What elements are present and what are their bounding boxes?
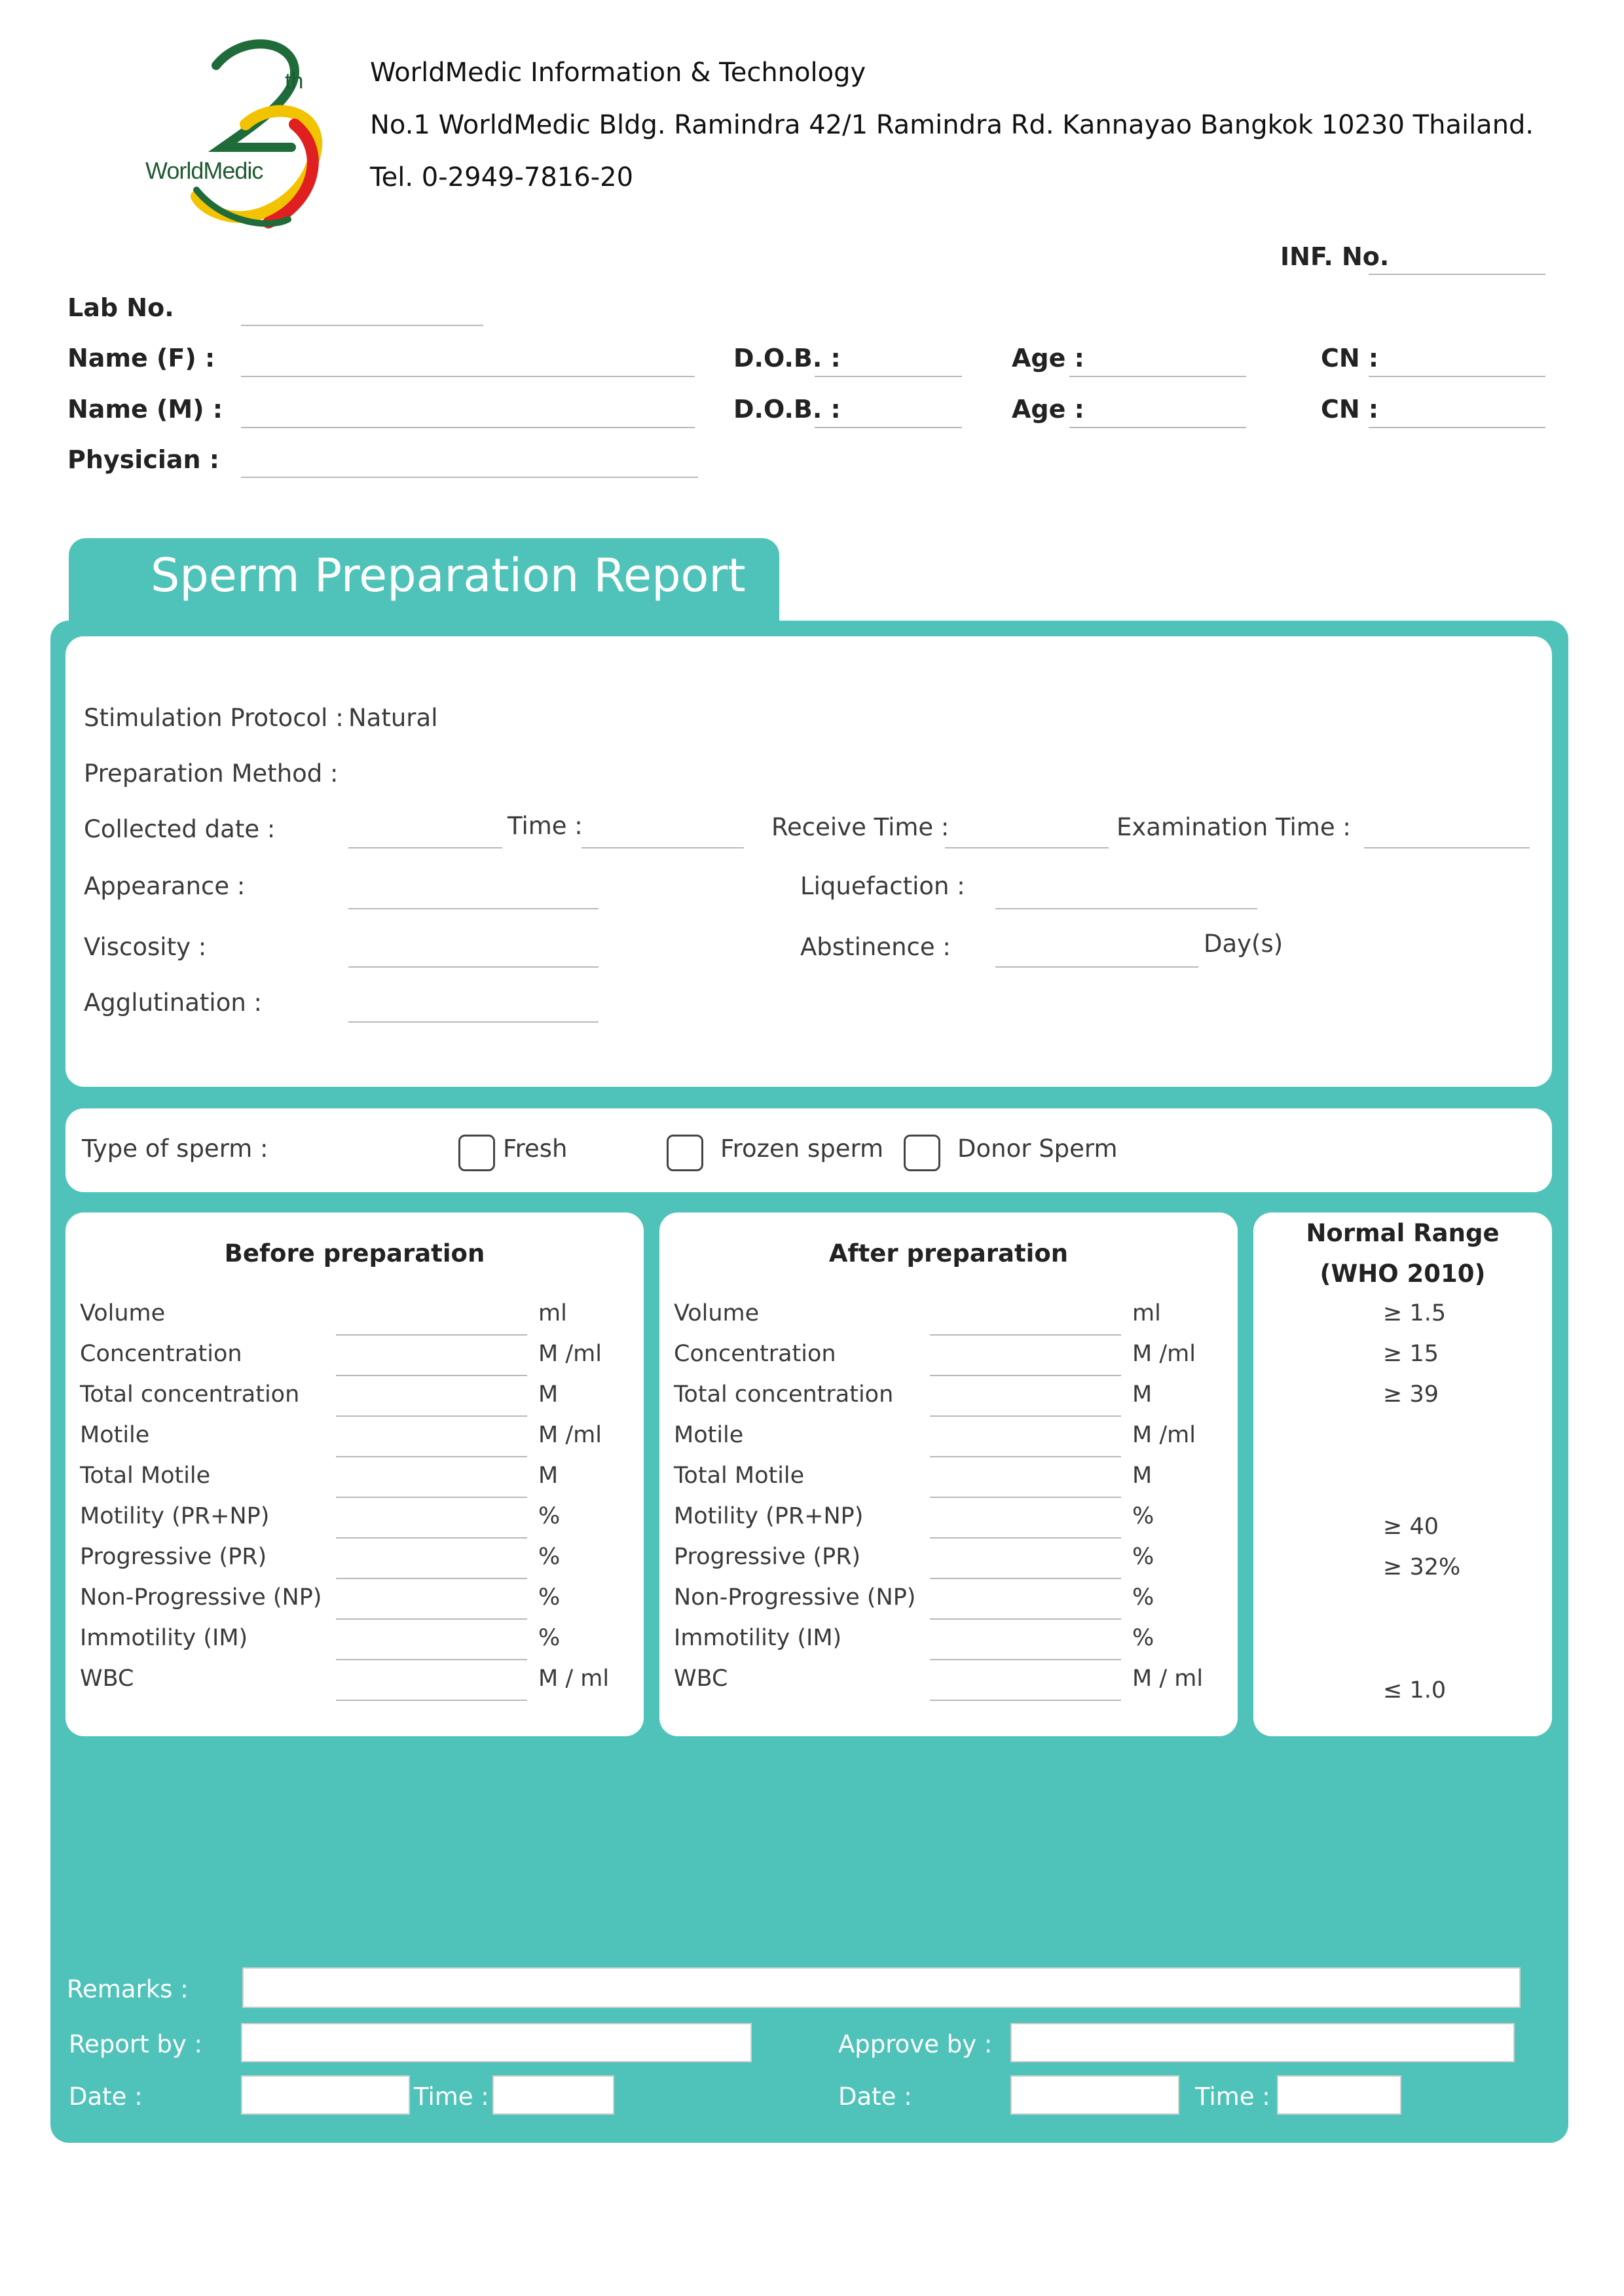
report-date-field[interactable]	[241, 2075, 410, 2115]
company-address: No.1 WorldMedic Bldg. Ramindra 42/1 Ramindra Rd. Kannayao Bangkok 10230 Thailand.	[370, 110, 1534, 140]
receive-time-label: Receive Time :	[771, 813, 950, 841]
approve-time-label: Time :	[1195, 2083, 1270, 2111]
dob-m-label: D.O.B. :	[733, 395, 841, 424]
before-param-field[interactable]	[336, 1375, 527, 1376]
before-param-label: Motile	[80, 1422, 150, 1448]
after-param-label: Non-Progressive (NP)	[674, 1584, 916, 1611]
sperm-type-label: Type of sperm :	[82, 1135, 268, 1163]
before-param-unit: ml	[538, 1300, 567, 1326]
fresh-checkbox[interactable]	[458, 1135, 495, 1171]
before-param-label: Total concentration	[80, 1381, 300, 1408]
before-param-unit: %	[538, 1584, 561, 1611]
after-param-label: Motile	[674, 1422, 744, 1448]
company-tel: Tel. 0-2949-7816-20	[370, 162, 634, 192]
remarks-field[interactable]	[242, 1967, 1521, 2008]
anniversary-logo-icon	[138, 26, 327, 236]
viscosity-field[interactable]	[348, 966, 599, 968]
after-param-field[interactable]	[930, 1375, 1121, 1376]
after-param-label: Volume	[674, 1300, 760, 1326]
after-param-unit: %	[1132, 1544, 1154, 1570]
after-param-label: Motility (PR+NP)	[674, 1503, 864, 1529]
before-param-unit: %	[538, 1625, 561, 1651]
examination-time-label: Examination Time :	[1116, 813, 1351, 841]
liquefaction-field[interactable]	[995, 908, 1257, 909]
inf-no-label: INF. No.	[1280, 242, 1390, 271]
normal-range-card	[1253, 1212, 1552, 1736]
before-param-label: Motility (PR+NP)	[80, 1503, 270, 1529]
dob-f-field[interactable]	[815, 376, 962, 377]
after-param-unit: M	[1132, 1463, 1153, 1489]
before-param-unit: M / ml	[538, 1666, 610, 1692]
agglutination-field[interactable]	[348, 1021, 599, 1023]
before-param-label: Volume	[80, 1300, 166, 1326]
after-param-unit: %	[1132, 1584, 1154, 1611]
name-m-label: Name (M) :	[67, 395, 223, 424]
donor-sperm-option-label: Donor Sperm	[957, 1135, 1118, 1163]
before-param-field[interactable]	[336, 1578, 527, 1579]
normal-concentration: ≥ 15	[1383, 1341, 1439, 1367]
before-param-label: Immotility (IM)	[80, 1625, 248, 1651]
report-by-label: Report by :	[69, 2030, 203, 2058]
before-param-unit: M	[538, 1381, 559, 1408]
lab-no-field[interactable]	[241, 325, 483, 326]
after-param-label: Total concentration	[674, 1381, 894, 1408]
stim-protocol-value: Natural	[348, 704, 438, 732]
age-m-field[interactable]	[1069, 427, 1246, 428]
after-param-field[interactable]	[930, 1497, 1121, 1498]
before-param-unit: M /ml	[538, 1341, 602, 1367]
normal-motility: ≥ 40	[1383, 1514, 1439, 1540]
normal-range-subtitle: (WHO 2010)	[1320, 1260, 1486, 1288]
approve-time-field[interactable]	[1277, 2075, 1401, 2115]
cn-f-field[interactable]	[1369, 376, 1545, 377]
report-time-label: Time :	[414, 2083, 489, 2111]
frozen-sperm-checkbox[interactable]	[667, 1135, 703, 1171]
examination-time-field[interactable]	[1364, 847, 1530, 848]
remarks-label: Remarks :	[67, 1975, 189, 2003]
company-name: WorldMedic Information & Technology	[370, 58, 866, 88]
after-param-label: Progressive (PR)	[674, 1544, 861, 1570]
normal-volume: ≥ 1.5	[1383, 1300, 1447, 1326]
logo-superscript: th	[285, 69, 304, 94]
before-param-field[interactable]	[336, 1415, 527, 1417]
approve-by-field[interactable]	[1010, 2023, 1515, 2062]
before-param-field[interactable]	[336, 1700, 527, 1701]
donor-sperm-checkbox[interactable]	[904, 1135, 940, 1171]
report-time-field[interactable]	[492, 2075, 614, 2115]
after-param-field[interactable]	[930, 1659, 1121, 1660]
normal-range-title: Normal Range	[1306, 1219, 1500, 1247]
days-unit: Day(s)	[1204, 930, 1283, 958]
agglutination-label: Agglutination :	[84, 989, 263, 1017]
after-param-unit: %	[1132, 1625, 1154, 1651]
after-title: After preparation	[828, 1239, 1069, 1267]
after-param-field[interactable]	[930, 1618, 1121, 1620]
liquefaction-label: Liquefaction :	[800, 872, 965, 900]
before-param-field[interactable]	[336, 1537, 527, 1539]
after-param-field[interactable]	[930, 1700, 1121, 1701]
before-param-field[interactable]	[336, 1456, 527, 1457]
report-by-field[interactable]	[241, 2023, 752, 2062]
prep-method-label: Preparation Method :	[84, 759, 339, 788]
after-param-field[interactable]	[930, 1415, 1121, 1417]
time-label: Time :	[507, 812, 583, 840]
after-param-unit: M / ml	[1132, 1666, 1204, 1692]
report-date-label: Date :	[69, 2083, 143, 2111]
after-param-field[interactable]	[930, 1456, 1121, 1457]
before-param-unit: %	[538, 1544, 561, 1570]
physician-label: Physician :	[67, 445, 219, 474]
after-param-label: WBC	[674, 1666, 728, 1692]
dob-m-field[interactable]	[815, 427, 962, 428]
before-param-field[interactable]	[336, 1497, 527, 1498]
abstinence-label: Abstinence :	[800, 933, 951, 961]
after-param-field[interactable]	[930, 1578, 1121, 1579]
approve-by-label: Approve by :	[838, 2030, 993, 2058]
after-param-unit: M /ml	[1132, 1422, 1196, 1448]
dob-f-label: D.O.B. :	[733, 344, 841, 373]
before-param-label: WBC	[80, 1666, 134, 1692]
collected-date-label: Collected date :	[84, 815, 276, 843]
name-f-label: Name (F) :	[67, 344, 215, 373]
after-param-label: Immotility (IM)	[674, 1625, 842, 1651]
collected-date-field[interactable]	[348, 847, 502, 848]
fresh-option-label: Fresh	[503, 1135, 568, 1163]
appearance-label: Appearance :	[84, 872, 246, 900]
physician-field[interactable]	[241, 477, 698, 478]
viscosity-label: Viscosity :	[84, 933, 207, 961]
report-title: Sperm Preparation Report	[151, 549, 746, 602]
inf-no-field[interactable]	[1369, 274, 1545, 275]
after-param-label: Total Motile	[674, 1463, 805, 1489]
age-m-label: Age :	[1012, 395, 1084, 424]
abstinence-field[interactable]	[995, 966, 1198, 968]
name-f-field[interactable]	[241, 376, 695, 377]
approve-date-field[interactable]	[1010, 2075, 1179, 2115]
name-m-field[interactable]	[241, 427, 695, 428]
cn-m-field[interactable]	[1369, 427, 1545, 428]
before-param-field[interactable]	[336, 1334, 527, 1336]
before-param-field[interactable]	[336, 1659, 527, 1660]
before-param-field[interactable]	[336, 1618, 527, 1620]
cn-f-label: CN :	[1321, 344, 1379, 373]
age-f-field[interactable]	[1069, 376, 1246, 377]
normal-progressive: ≥ 32%	[1383, 1554, 1461, 1580]
before-param-label: Concentration	[80, 1341, 242, 1367]
after-param-unit: %	[1132, 1503, 1154, 1529]
stim-protocol-label: Stimulation Protocol :	[84, 704, 344, 732]
before-param-unit: %	[538, 1503, 561, 1529]
before-param-unit: M	[538, 1463, 559, 1489]
before-param-label: Non-Progressive (NP)	[80, 1584, 322, 1611]
frozen-sperm-option-label: Frozen sperm	[720, 1135, 884, 1163]
receive-time-field[interactable]	[945, 847, 1109, 848]
cn-m-label: CN :	[1321, 395, 1379, 424]
after-param-label: Concentration	[674, 1341, 836, 1367]
logo	[138, 26, 327, 236]
after-param-unit: M	[1132, 1381, 1153, 1408]
time-field[interactable]	[581, 847, 744, 848]
before-param-label: Total Motile	[80, 1463, 211, 1489]
normal-total-concentration: ≥ 39	[1383, 1381, 1439, 1408]
approve-date-label: Date :	[838, 2083, 912, 2111]
after-param-unit: M /ml	[1132, 1341, 1196, 1367]
after-param-unit: ml	[1132, 1300, 1161, 1326]
lab-no-label: Lab No.	[67, 293, 174, 322]
after-param-field[interactable]	[930, 1537, 1121, 1539]
before-param-unit: M /ml	[538, 1422, 602, 1448]
after-param-field[interactable]	[930, 1334, 1121, 1336]
before-param-label: Progressive (PR)	[80, 1544, 267, 1570]
appearance-field[interactable]	[348, 908, 599, 909]
age-f-label: Age :	[1012, 344, 1084, 373]
normal-wbc: ≤ 1.0	[1383, 1677, 1447, 1704]
logo-text: WorldMedic	[145, 157, 263, 184]
before-title: Before preparation	[224, 1239, 485, 1267]
